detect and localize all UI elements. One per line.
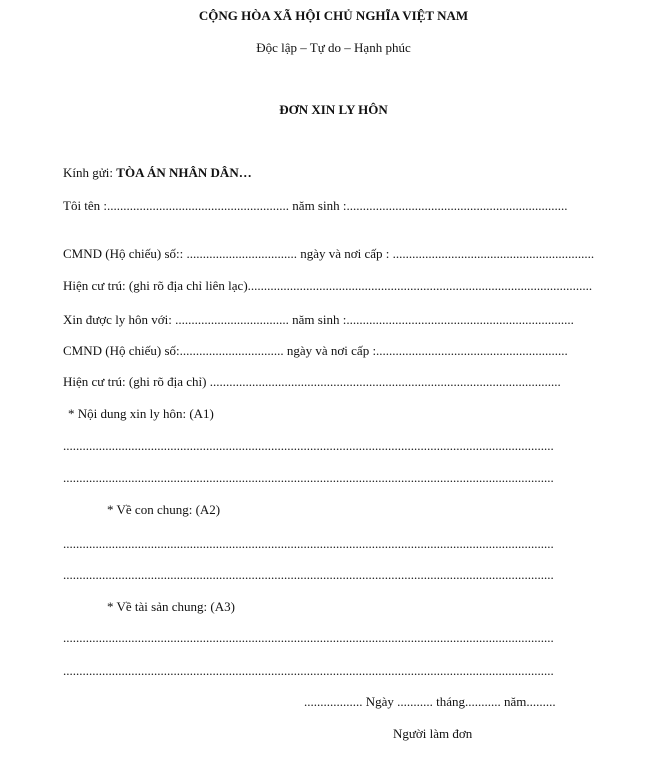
- section-a1-heading: * Nội dung xin ly hôn: (A1): [68, 406, 214, 421]
- a2-dotted-line-2: .......................................................................................................................................................: [63, 567, 554, 582]
- a3-dotted-line-2: .......................................................................................................................................................: [63, 663, 554, 678]
- document-title: ĐƠN XIN LY HÔN: [279, 102, 388, 117]
- id-issue-field: CMND (Hộ chiếu) số:: .................................. ngày và nơi cấp : ..............................................................: [63, 246, 595, 261]
- recipient-label: Kính gửi:: [63, 165, 117, 180]
- signature-date: .................. Ngày ........... tháng........... năm.........: [304, 694, 556, 709]
- name-birthyear-field: Tôi tên :........................................................ năm sinh :....................................................................: [63, 198, 568, 213]
- motto: Độc lập – Tự do – Hạnh phúc: [256, 40, 411, 55]
- a3-dotted-line-1: .......................................................................................................................................................: [63, 630, 554, 645]
- a1-dotted-line-2: .......................................................................................................................................................: [63, 470, 554, 485]
- spouse-id-field: CMND (Hộ chiếu) số:................................ ngày và nơi cấp :...........................................................: [63, 343, 568, 358]
- a2-dotted-line-1: .......................................................................................................................................................: [63, 536, 554, 551]
- spouse-field: Xin được ly hôn với: ................................... năm sinh :......................................................................: [63, 312, 574, 327]
- section-a2-heading: * Về con chung: (A2): [107, 502, 221, 517]
- a1-dotted-line-1: .......................................................................................................................................................: [63, 438, 554, 453]
- signer-label: Người làm đơn: [393, 726, 473, 741]
- recipient-value: TÒA ÁN NHÂN DÂN…: [116, 165, 252, 180]
- section-a3-heading: * Về tài sản chung: (A3): [107, 599, 235, 614]
- republic-header: CỘNG HÒA XÃ HỘI CHỦ NGHĨA VIỆT NAM: [198, 8, 469, 23]
- address-field: Hiện cư trú: (ghi rõ địa chỉ liên lạc)..........................................................................................................: [63, 278, 593, 293]
- spouse-address-field: Hiện cư trú: (ghi rõ địa chỉ) ............................................................................................................: [63, 374, 561, 389]
- recipient-line: [63, 165, 252, 181]
